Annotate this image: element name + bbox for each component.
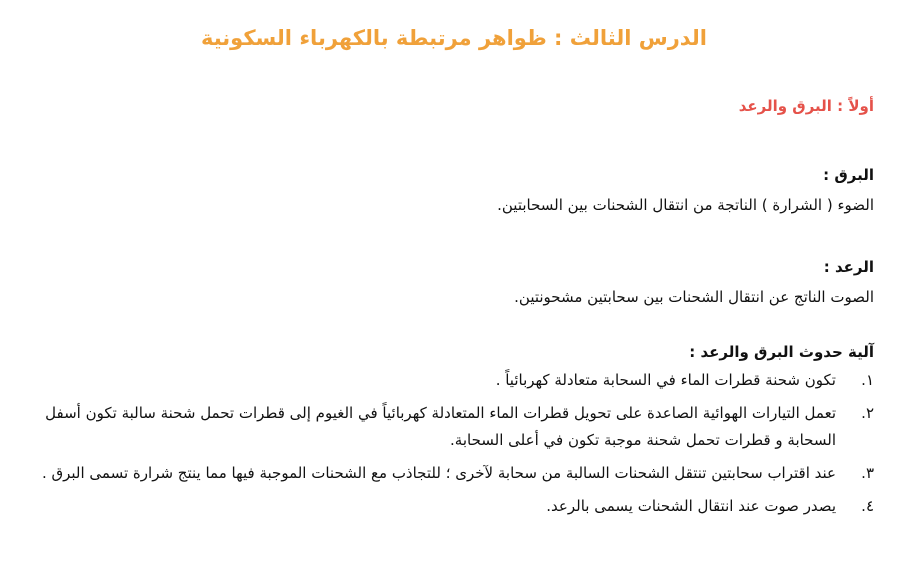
list-item	[24, 460, 874, 487]
thunder-definition: الصوت الناتج عن انتقال الشحنات بين سحابتين مشحونتين.	[514, 288, 874, 306]
step-text: يصدر صوت عند انتقال الشحنات يسمى بالرعد.	[546, 497, 836, 515]
thunder-definition-block	[24, 254, 874, 310]
mechanism-steps-list	[24, 367, 874, 520]
mechanism-title: آلية حدوث البرق والرعد :	[689, 343, 874, 361]
step-number: ٤.	[861, 497, 874, 515]
mechanism-block	[24, 339, 874, 526]
section-subtitle: أولاً : البرق والرعد	[738, 97, 874, 115]
step-text: عند اقتراب سحابتين تنتقل الشحنات السالبة من سحابة لآخرى ؛ للتجاذب مع الشحنات الموجبة فيها مما ينتج شرارة تسمى البرق .	[41, 464, 836, 482]
list-item	[24, 400, 874, 454]
lightning-definition: الضوء ( الشرارة ) الناتجة من انتقال الشحنات بين السحابتين.	[497, 196, 874, 214]
step-number: ٣.	[861, 464, 874, 482]
step-text: تكون شحنة قطرات الماء في السحابة متعادلة كهربائياً .	[495, 371, 836, 389]
lightning-definition-block	[24, 162, 874, 218]
lightning-term: البرق :	[823, 166, 874, 184]
step-text: تعمل التيارات الهوائية الصاعدة على تحويل قطرات الماء المتعادلة كهربائياً في الغيوم إلى قطرات تحمل شحنة سالبة تكون أسفل السحابة و قطرات تحمل شحنة موجبة تكون في أعلى السحابة.	[45, 404, 836, 449]
lesson-title: الدرس الثالث : ظواهر مرتبطة بالكهرباء السكونية	[200, 26, 707, 50]
step-number: ١.	[861, 371, 874, 389]
thunder-term: الرعد :	[823, 258, 874, 276]
step-number: ٢.	[861, 404, 874, 422]
list-item	[24, 493, 874, 520]
list-item	[24, 367, 874, 394]
